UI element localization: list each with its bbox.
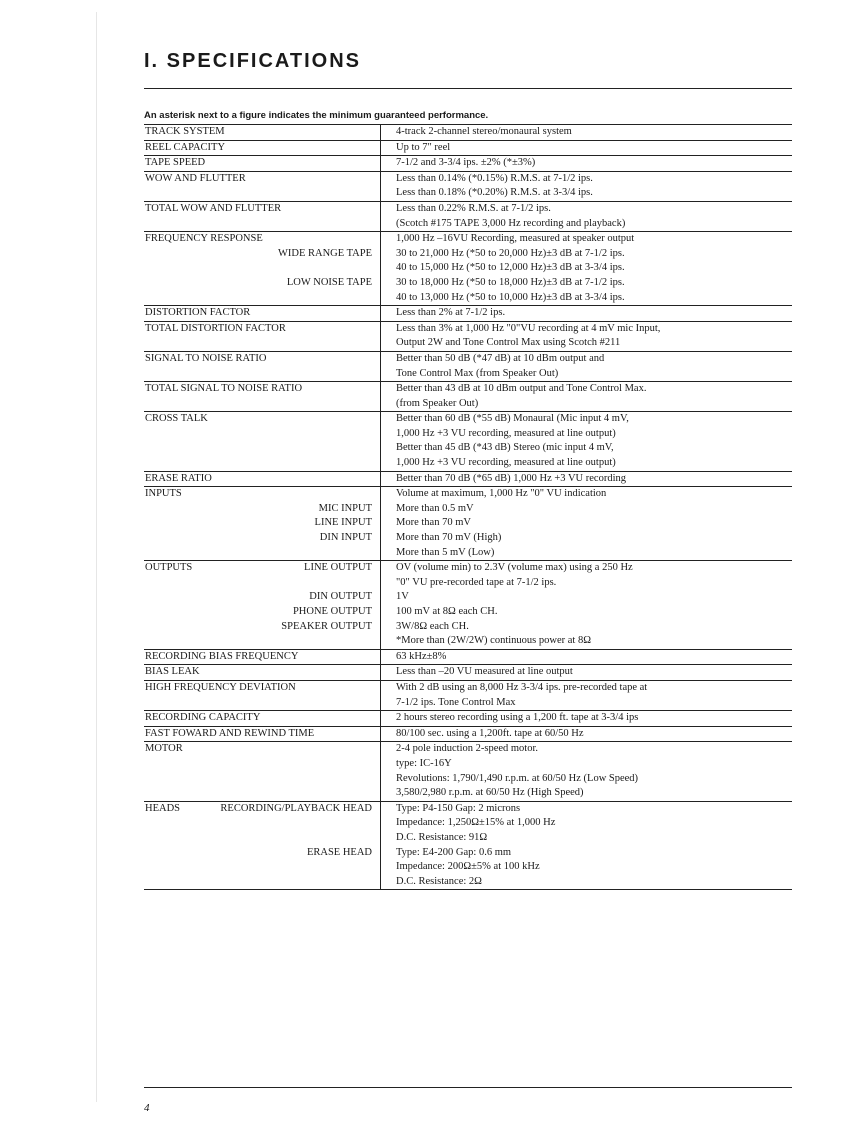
spec-value: 4-track 2-channel stereo/monaural system: [381, 125, 793, 141]
spec-row: [144, 531, 792, 546]
spec-label: TOTAL DISTORTION FACTOR: [145, 322, 286, 334]
spec-label-cell: [144, 590, 381, 605]
spec-row: [144, 397, 792, 412]
spec-row: [144, 502, 792, 517]
spec-label: [144, 262, 145, 273]
spec-label: TAPE SPEED: [145, 157, 206, 169]
spec-label-cell: [144, 786, 381, 801]
spec-label-cell: [144, 171, 381, 186]
spec-label-cell: [144, 186, 381, 201]
spec-label: [144, 758, 145, 769]
spec-label-cell: [144, 605, 381, 620]
spec-row: [144, 772, 792, 787]
spec-label-cell: [144, 441, 381, 456]
spec-label-cell: [144, 201, 381, 216]
spec-label: [144, 876, 145, 887]
spec-row: [144, 680, 792, 695]
spec-label: [144, 277, 145, 288]
spec-value: (from Speaker Out): [396, 397, 479, 409]
spec-label-cell: [144, 471, 381, 487]
spec-value: Up to 7" reel: [381, 140, 793, 156]
spec-label-cell: [144, 801, 381, 816]
spec-row: [144, 590, 792, 605]
spec-value: Impedance: 1,250Ω±15% at 1,000 Hz: [396, 817, 556, 829]
spec-sublabel: LINE OUTPUT: [304, 562, 372, 574]
spec-label: FREQUENCY RESPONSE: [145, 233, 263, 245]
spec-label: MOTOR: [145, 743, 183, 755]
spec-row: [144, 247, 792, 262]
spec-row: [144, 441, 792, 456]
spec-row: [144, 649, 792, 665]
spec-row: [144, 726, 792, 742]
spec-label-cell: [144, 456, 381, 471]
spec-label: [144, 697, 145, 708]
spec-row: [144, 816, 792, 831]
spec-label-cell: [144, 382, 381, 397]
spec-label-cell: [144, 217, 381, 232]
spec-label-cell: [144, 757, 381, 772]
spec-label-cell: [144, 665, 381, 681]
spec-value: 63 kHz±8%: [381, 649, 793, 665]
spec-label-cell: [144, 502, 381, 517]
spec-value: (Scotch #175 TAPE 3,000 Hz recording and playback): [396, 217, 626, 229]
spec-value: 40 to 13,000 Hz (*50 to 10,000 Hz)±3 dB at 3-3/4 ips.: [396, 291, 625, 303]
asterisk-note: An asterisk next to a figure indicates the minimum guaranteed performance.: [144, 110, 489, 121]
spec-row: [144, 217, 792, 232]
spec-label-cell: [144, 336, 381, 351]
spec-row: [144, 156, 792, 172]
spec-value: D.C. Resistance: 2Ω: [381, 875, 793, 890]
spec-label-cell: [144, 576, 381, 591]
spec-label: OUTPUTS: [145, 562, 193, 574]
spec-label-cell: [144, 696, 381, 711]
spec-row: [144, 696, 792, 711]
spec-label: SIGNAL TO NOISE RATIO: [145, 352, 267, 364]
spec-row: [144, 291, 792, 306]
spec-label-cell: [144, 232, 381, 247]
spec-value: Impedance: 200Ω±5% at 100 kHz: [396, 861, 540, 873]
spec-value: D.C. Resistance: 91Ω: [396, 831, 488, 843]
spec-value: OV (volume min) to 2.3V (volume max) using a 250 Hz: [381, 561, 793, 576]
footer-rule: [144, 1087, 792, 1088]
spec-label: [144, 532, 145, 543]
spec-row: [144, 801, 792, 816]
spec-label: [144, 817, 145, 828]
spec-row: [144, 412, 792, 427]
spec-row: [144, 875, 792, 890]
spec-value: "0" VU pre-recorded tape at 7-1/2 ips.: [396, 576, 557, 588]
spec-row: [144, 742, 792, 757]
spec-label: FAST FOWARD AND REWIND TIME: [145, 727, 315, 739]
spec-row: [144, 634, 792, 649]
spec-row: [144, 846, 792, 861]
spec-label-cell: [144, 487, 381, 502]
spec-sublabel: PHONE OUTPUT: [292, 606, 372, 617]
spec-value: 80/100 sec. using a 1,200ft. tape at 60/50 Hz: [381, 726, 793, 742]
spec-value: 3,580/2,980 r.p.m. at 60/50 Hz (High Speed): [396, 787, 584, 799]
spec-label: [144, 861, 145, 872]
spec-label: WOW AND FLUTTER: [145, 172, 246, 184]
spec-label-cell: [144, 742, 381, 757]
spec-label: [144, 591, 145, 602]
spec-sublabel: LINE INPUT: [314, 517, 372, 529]
spec-value: Output 2W and Tone Control Max using Scotch #211: [396, 337, 621, 349]
margin-binding-line: [96, 12, 97, 1102]
spec-row: [144, 232, 792, 247]
spec-label: TOTAL SIGNAL TO NOISE RATIO: [145, 383, 303, 395]
spec-value: Less than 0.18% (*0.20%) R.M.S. at 3-3/4 ips.: [396, 187, 593, 199]
spec-label: [144, 517, 145, 528]
spec-value: 1,000 Hz +3 VU recording, measured at line output): [396, 427, 616, 439]
spec-value: Type: E4-200 Gap: 0.6 mm: [396, 846, 512, 858]
spec-value: Better than 50 dB (*47 dB) at 10 dBm output and: [381, 351, 793, 366]
spec-label-cell: [144, 649, 381, 665]
spec-value: Volume at maximum, 1,000 Hz "0" VU indication: [381, 487, 793, 502]
spec-label: [144, 398, 145, 409]
spec-label: RECORDING BIAS FREQUENCY: [145, 650, 299, 662]
spec-row: [144, 427, 792, 442]
spec-row: [144, 382, 792, 397]
spec-row: [144, 546, 792, 561]
spec-label-cell: [144, 531, 381, 546]
spec-row: [144, 516, 792, 531]
spec-label: [144, 428, 145, 439]
spec-label: [144, 337, 145, 348]
spec-sublabel: LOW NOISE TAPE: [286, 276, 372, 288]
spec-value: Less than 0.14% (*0.15%) R.M.S. at 7-1/2 ips.: [381, 171, 793, 186]
spec-row: [144, 201, 792, 216]
page-title: I. SPECIFICATIONS: [144, 50, 361, 72]
spec-value: Less than 2% at 7-1/2 ips.: [381, 306, 793, 322]
spec-label: [144, 787, 145, 798]
spec-label: TOTAL WOW AND FLUTTER: [145, 202, 282, 214]
spec-label: ERASE RATIO: [145, 472, 212, 484]
spec-row: [144, 831, 792, 846]
spec-value: 7-1/2 and 3-3/4 ips. ±2% (*±3%): [381, 156, 793, 172]
spec-label-cell: [144, 816, 381, 831]
spec-label-cell: [144, 351, 381, 366]
spec-value: 30 to 18,000 Hz (*50 to 18,000 Hz)±3 dB at 7-1/2 ips.: [396, 276, 625, 288]
spec-label-cell: [144, 546, 381, 561]
spec-sublabel: RECORDING/PLAYBACK HEAD: [220, 802, 372, 814]
spec-label-cell: [144, 831, 381, 846]
spec-row: [144, 351, 792, 366]
spec-value: 2 hours stereo recording using a 1,200 ft. tape at 3-3/4 ips: [381, 711, 793, 727]
spec-value: More than 70 mV: [396, 517, 471, 529]
spec-label: [144, 606, 145, 617]
spec-value: 7-1/2 ips. Tone Control Max: [396, 696, 516, 708]
spec-value: Better than 43 dB at 10 dBm output and Tone Control Max.: [381, 382, 793, 397]
spec-value: Better than 45 dB (*43 dB) Stereo (mic input 4 mV,: [396, 442, 614, 454]
spec-label-cell: [144, 261, 381, 276]
spec-row: [144, 561, 792, 576]
spec-row: [144, 576, 792, 591]
spec-value: Revolutions: 1,790/1,490 r.p.m. at 60/50 Hz (Low Speed): [396, 772, 639, 784]
spec-label-cell: [144, 875, 381, 890]
spec-row: [144, 367, 792, 382]
spec-row: [144, 471, 792, 487]
specifications-table: [144, 124, 792, 890]
spec-label: [144, 442, 145, 453]
spec-sublabel: DIN OUTPUT: [309, 591, 372, 603]
spec-label: [144, 621, 145, 632]
spec-sublabel: DIN INPUT: [319, 532, 372, 544]
spec-row: [144, 487, 792, 502]
spec-row: [144, 620, 792, 635]
spec-value: With 2 dB using an 8,000 Hz 3-3/4 ips. pre-recorded tape at: [381, 680, 793, 695]
spec-row: [144, 757, 792, 772]
spec-sublabel: SPEAKER OUTPUT: [281, 620, 372, 632]
spec-sublabel: MIC INPUT: [318, 502, 372, 514]
spec-label-cell: [144, 306, 381, 322]
spec-label-cell: [144, 726, 381, 742]
spec-label-cell: [144, 860, 381, 875]
spec-label-cell: [144, 680, 381, 695]
spec-label: BIAS LEAK: [145, 666, 200, 678]
page-number: 4: [144, 1102, 150, 1114]
spec-row: [144, 456, 792, 471]
spec-label: REEL CAPACITY: [145, 141, 226, 153]
spec-row: [144, 321, 792, 336]
spec-label-cell: [144, 412, 381, 427]
spec-label: CROSS TALK: [145, 413, 208, 425]
spec-row: [144, 665, 792, 681]
spec-value: 2-4 pole induction 2-speed motor.: [381, 742, 793, 757]
spec-value: type: IC-16Y: [396, 757, 452, 769]
spec-label: [144, 457, 145, 468]
spec-label: RECORDING CAPACITY: [145, 712, 261, 724]
spec-label: [144, 847, 145, 858]
spec-sublabel: ERASE HEAD: [306, 846, 372, 858]
spec-label: [144, 187, 145, 198]
spec-label-cell: [144, 634, 381, 649]
spec-row: [144, 605, 792, 620]
spec-value: 1,000 Hz –16VU Recording, measured at speaker output: [381, 232, 793, 247]
spec-value: 100 mV at 8Ω each CH.: [396, 606, 498, 617]
spec-row: [144, 171, 792, 186]
spec-value: More than 70 mV (High): [396, 532, 502, 544]
spec-label-cell: [144, 291, 381, 306]
spec-row: [144, 186, 792, 201]
spec-label-cell: [144, 276, 381, 291]
spec-label-cell: [144, 711, 381, 727]
spec-label-cell: [144, 772, 381, 787]
spec-row: [144, 140, 792, 156]
spec-row: [144, 711, 792, 727]
spec-label: [144, 503, 145, 514]
spec-value: 3W/8Ω each CH.: [396, 620, 469, 632]
spec-row: [144, 125, 792, 141]
spec-row: [144, 306, 792, 322]
spec-label-cell: [144, 156, 381, 172]
spec-label-cell: [144, 620, 381, 635]
spec-row: [144, 261, 792, 276]
spec-label-cell: [144, 516, 381, 531]
spec-value: Less than 3% at 1,000 Hz "0"VU recording at 4 mV mic Input,: [381, 321, 793, 336]
spec-label: [144, 248, 145, 259]
spec-value: More than 0.5 mV: [396, 502, 474, 514]
spec-sublabel: WIDE RANGE TAPE: [277, 247, 372, 259]
spec-label: [144, 218, 145, 229]
spec-label-cell: [144, 427, 381, 442]
spec-label: [144, 832, 145, 843]
spec-row: [144, 276, 792, 291]
spec-value: Better than 70 dB (*65 dB) 1,000 Hz +3 VU recording: [381, 471, 793, 487]
spec-value: *More than (2W/2W) continuous power at 8Ω: [396, 635, 592, 647]
spec-label: [144, 635, 145, 646]
spec-value: Better than 60 dB (*55 dB) Monaural (Mic input 4 mV,: [381, 412, 793, 427]
spec-label: [144, 547, 145, 558]
spec-value: Type: P4-150 Gap: 2 microns: [381, 801, 793, 816]
spec-label: DISTORTION FACTOR: [145, 307, 251, 319]
spec-value: Less than 0.22% R.M.S. at 7-1/2 ips.: [381, 201, 793, 216]
spec-label-cell: [144, 561, 381, 576]
spec-label: [144, 773, 145, 784]
spec-label: [144, 292, 145, 303]
spec-label-cell: [144, 247, 381, 262]
spec-label: TRACK SYSTEM: [145, 126, 225, 137]
spec-row: [144, 336, 792, 351]
spec-value: 30 to 21,000 Hz (*50 to 20,000 Hz)±3 dB at 7-1/2 ips.: [396, 247, 625, 259]
spec-label: HEADS: [145, 802, 181, 814]
spec-row: [144, 860, 792, 875]
spec-label-cell: [144, 321, 381, 336]
spec-label-cell: [144, 846, 381, 861]
spec-label-cell: [144, 367, 381, 382]
spec-label: [144, 577, 145, 588]
spec-row: [144, 786, 792, 801]
title-rule: [144, 88, 792, 89]
spec-value: More than 5 mV (Low): [396, 546, 495, 558]
spec-label-cell: [144, 397, 381, 412]
spec-label: HIGH FREQUENCY DEVIATION: [145, 681, 296, 693]
spec-value: 1V: [396, 591, 409, 603]
spec-value: 40 to 15,000 Hz (*50 to 12,000 Hz)±3 dB at 3-3/4 ips.: [396, 262, 625, 274]
spec-label-cell: [144, 140, 381, 156]
spec-label: INPUTS: [145, 488, 182, 500]
spec-value: Less than –20 VU measured at line output: [381, 665, 793, 681]
spec-value: 1,000 Hz +3 VU recording, measured at line output): [396, 457, 616, 469]
spec-label-cell: [144, 125, 381, 141]
spec-label: [144, 368, 145, 379]
spec-value: Tone Control Max (from Speaker Out): [396, 367, 559, 379]
